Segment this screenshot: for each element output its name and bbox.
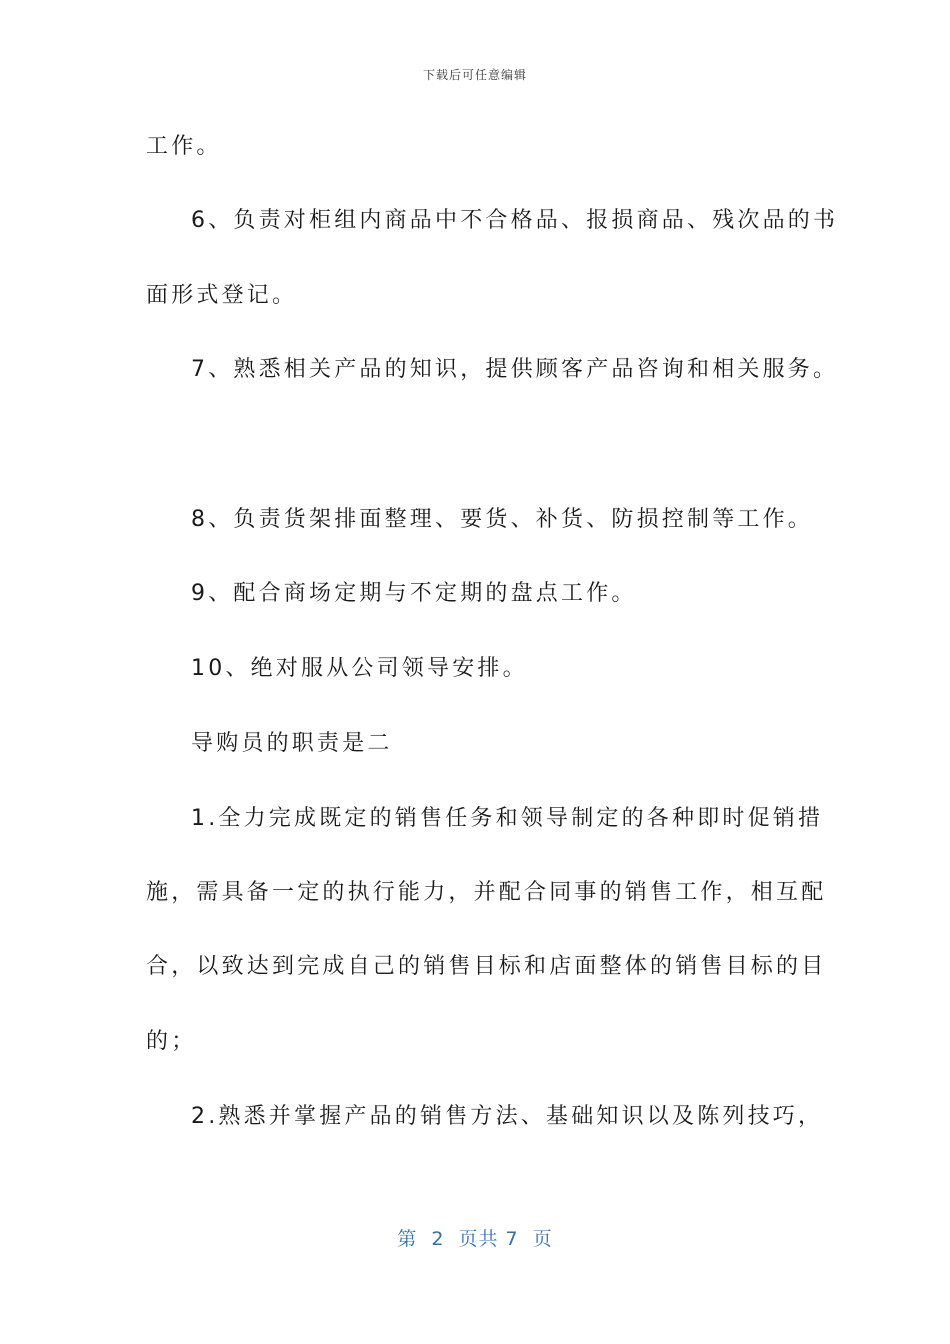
body-line: 的； — [146, 1029, 197, 1054]
body-line: 6、负责对柜组内商品中不合格品、报损商品、残次品的书 — [191, 208, 839, 233]
body-line: 工作。 — [146, 134, 222, 159]
body-line: 8、负责货架排面整理、要货、补货、防损控制等工作。 — [191, 507, 813, 532]
page-header: 下载后可任意编辑 — [422, 68, 527, 82]
page-number-footer: 第 2 页共 7 页 — [397, 1228, 553, 1250]
body-line: 合，以致达到完成自己的销售目标和店面整体的销售目标的目 — [146, 954, 827, 979]
section-heading: 导购员的职责是二 — [191, 731, 393, 756]
body-line: 1.全力完成既定的销售任务和领导制定的各种即时促销措 — [191, 806, 824, 831]
body-line: 10、绝对服从公司领导安排。 — [191, 656, 528, 681]
body-line: 7、熟悉相关产品的知识，提供顾客产品咨询和相关服务。 — [191, 357, 839, 382]
body-line: 9、配合商场定期与不定期的盘点工作。 — [191, 581, 637, 606]
body-line: 面形式登记。 — [146, 283, 298, 308]
body-line: 施，需具备一定的执行能力，并配合同事的销售工作，相互配 — [146, 880, 827, 905]
body-line: 2.熟悉并掌握产品的销售方法、基础知识以及陈列技巧， — [191, 1104, 824, 1129]
